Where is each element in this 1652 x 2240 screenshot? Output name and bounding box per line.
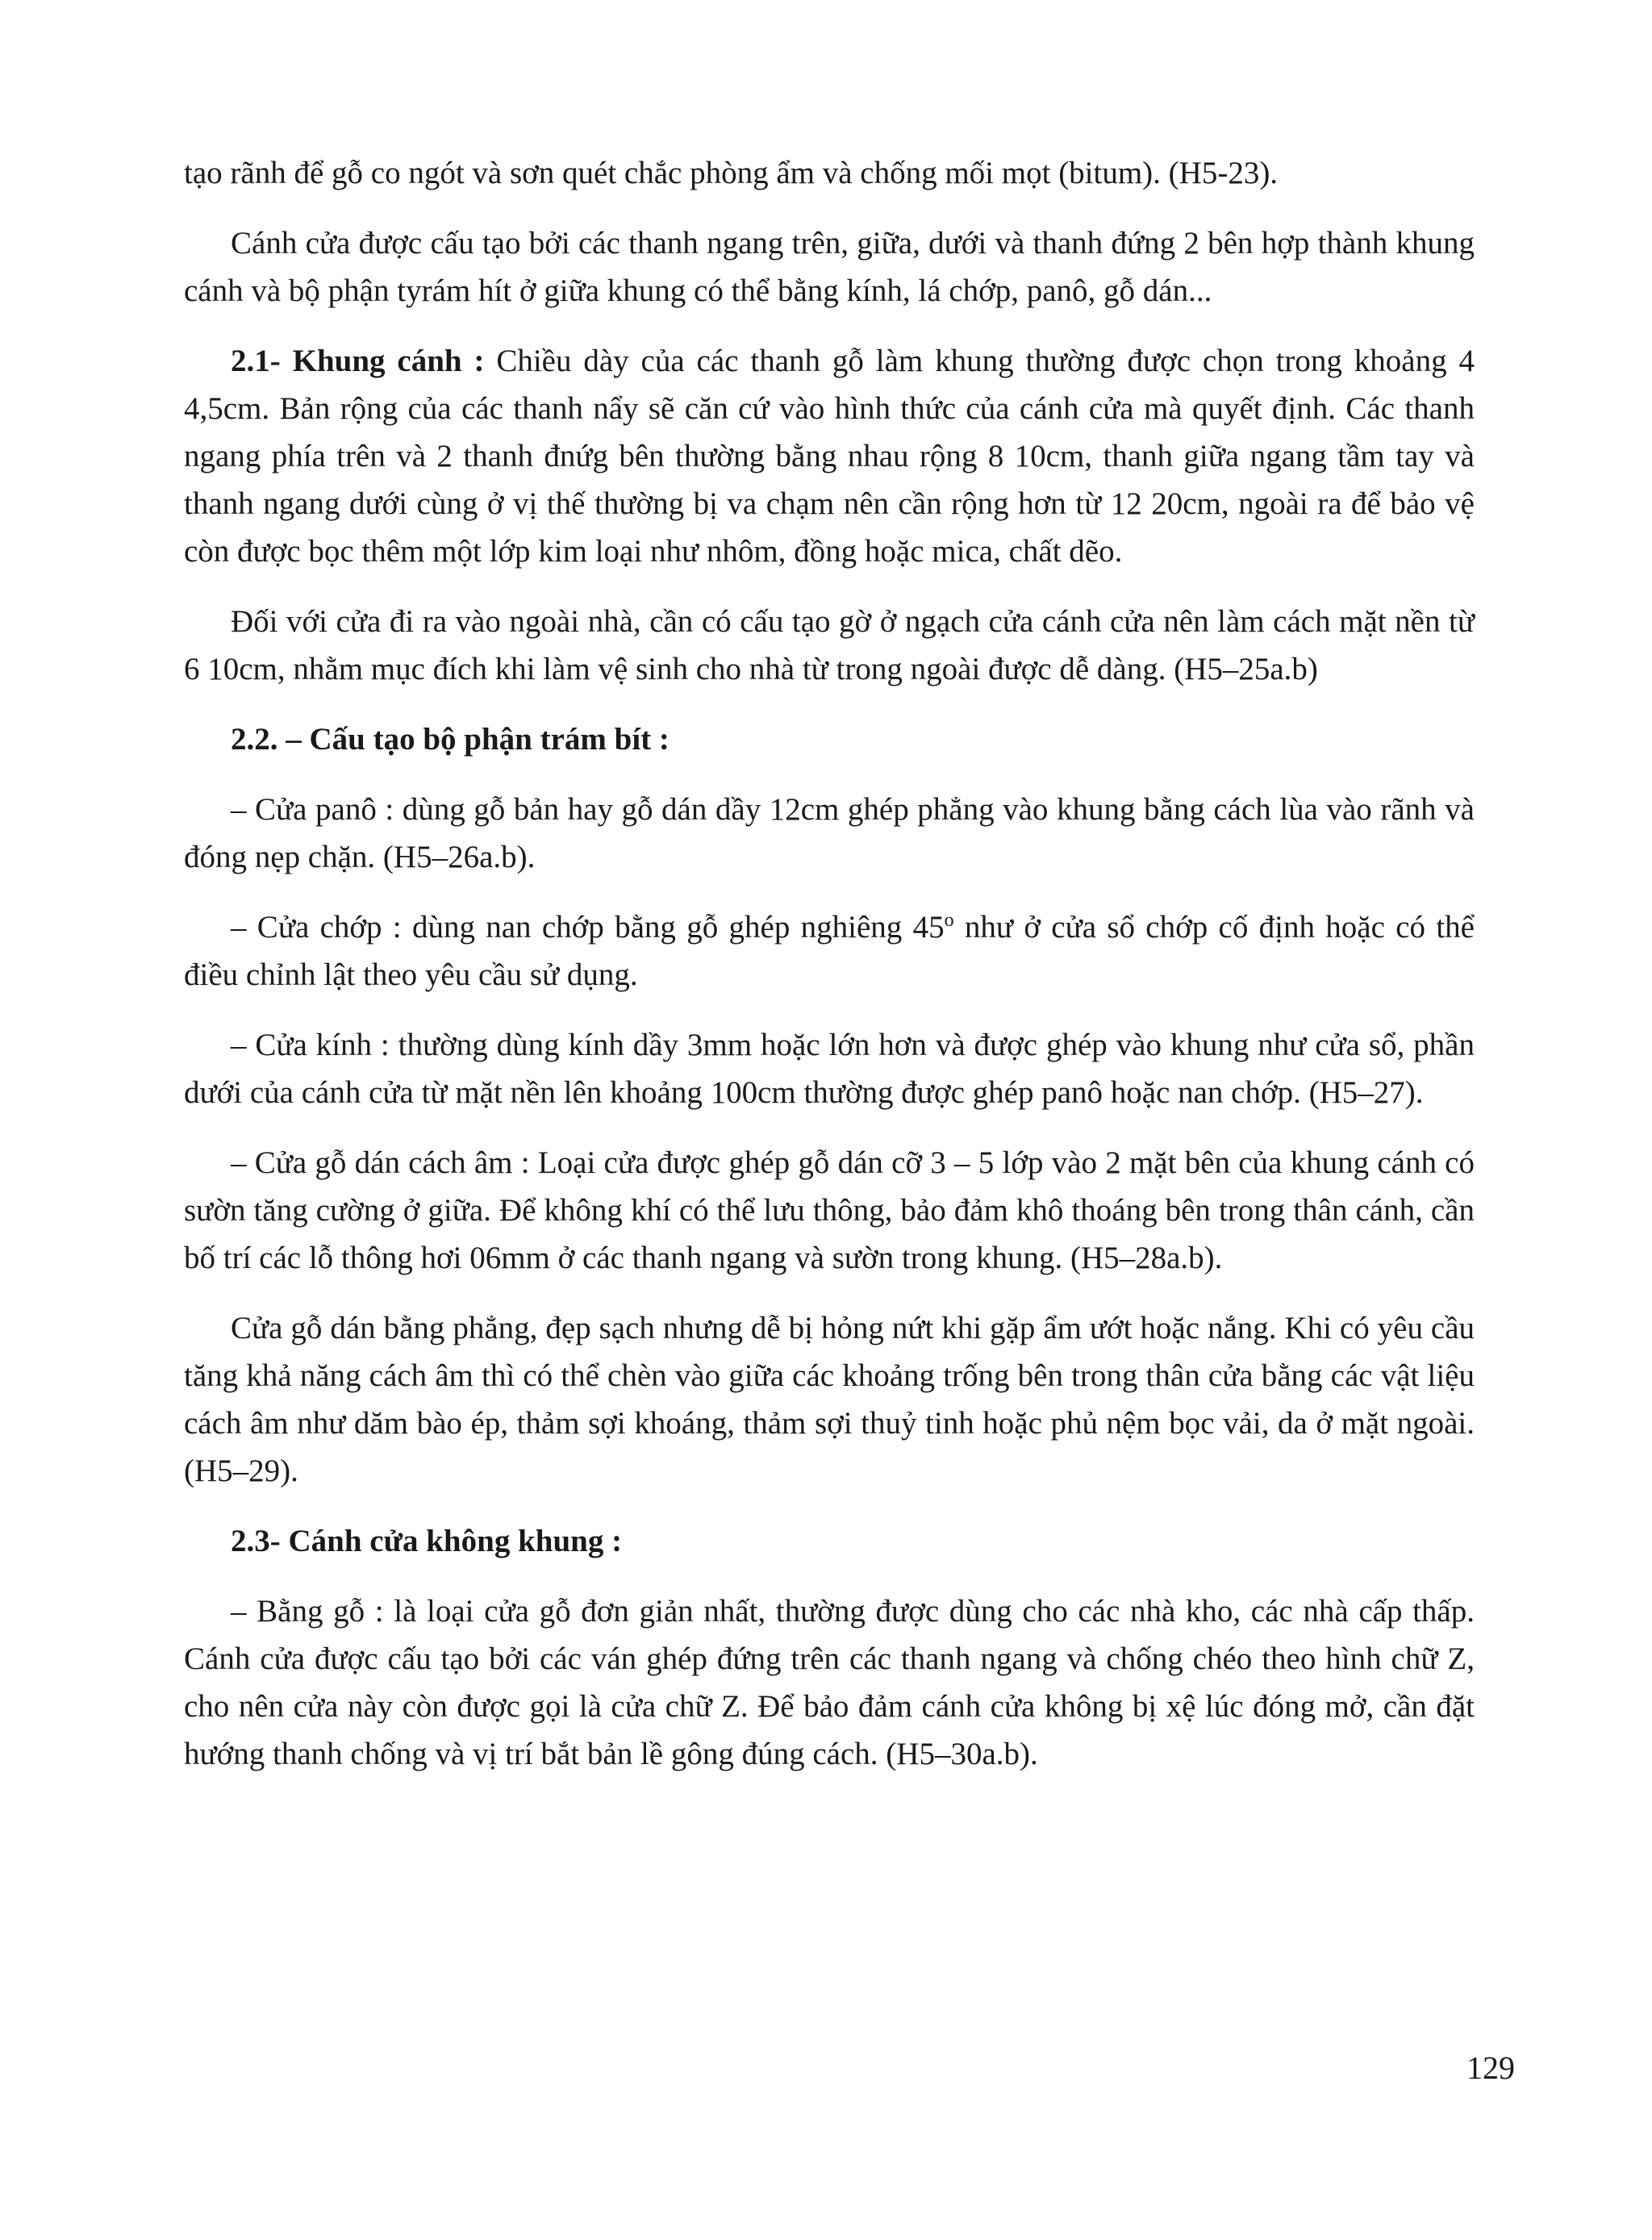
paragraph-go-dan: [184, 1139, 1475, 1282]
paragraph-chop-text-before: – Cửa chớp : dùng nan chớp bằng gỗ ghép nghiêng 45: [231, 910, 945, 945]
paragraph-4: [184, 598, 1475, 693]
paragraph-2-text: Cánh cửa được cấu tạo bởi các thanh ngang trên, giữa, dưới và thanh đứng 2 bên hợp thành khung cánh và bộ phận tyrám hít ở giữa khung có thể bằng kính, lá chớp, panô, gỗ dán...: [184, 226, 1475, 308]
paragraph-go-dan-2-text: Cửa gỗ dán bằng phẳng, đẹp sạch nhưng dễ bị hỏng nứt khi gặp ẩm ướt hoặc nắng. Khi có yêu cầu tăng khả năng cách âm thì có thể chèn vào giữa các khoảng trống bên trong thân cửa bằng các vật liệu cách âm như dăm bào ép, thảm sợi khoáng, thảm sợi thuỷ tinh hoặc phủ nệm bọc vải, da ở mặt ngoài. (H5–29).: [184, 1311, 1475, 1488]
paragraph-bang-go-text: – Bằng gỗ : là loại cửa gỗ đơn giản nhất, thường được dùng cho các nhà kho, các nhà cấp thấp. Cánh cửa được cấu tạo bởi các ván ghép đứng trên các thanh ngang và chống chéo theo hình chữ Z, cho nên cửa này còn được gọi là cửa chữ Z. Để bảo đảm cánh cửa không bị xệ lúc đóng mở, cần đặt hướng thanh chống và vị trí bắt bản lề gông đúng cách. (H5–30a.b).: [184, 1594, 1475, 1771]
paragraph-chop: [184, 903, 1475, 999]
page-number: 129: [1466, 2050, 1515, 2086]
paragraph-chop-text-after: như ở cửa sổ chớp cố định hoặc có thể điều chỉnh lật theo yêu cầu sử dụng.: [184, 910, 1475, 992]
paragraph-2: [184, 219, 1475, 315]
paragraph-pano-text: – Cửa panô : dùng gỗ bản hay gỗ dán dầy 12cm ghép phẳng vào khung bằng cách lùa vào rãnh và đóng nẹp chặn. (H5–26a.b).: [184, 792, 1475, 874]
section-2-1: [184, 337, 1475, 575]
section-2-1-heading: 2.1- Khung cánh :: [231, 344, 485, 378]
paragraph-4-text: Đối với cửa đi ra vào ngoài nhà, cần có cấu tạo gờ ở ngạch cửa cánh cửa nên làm cách mặt nền từ 6 10cm, nhằm mục đích khi làm vệ sinh cho nhà từ trong ngoài được dễ dàng. (H5–25a.b): [184, 604, 1475, 686]
paragraph-bang-go: [184, 1587, 1475, 1778]
section-2-1-text: Chiều dày của các thanh gỗ làm khung thường được chọn trong khoảng 4 4,5cm. Bản rộng của các thanh nẩy sẽ căn cứ vào hình thức của cánh cửa mà quyết định. Các thanh ngang phía trên và 2 thanh đnứg bên thường bằng nhau rộng 8 10cm, thanh giữa ngang tầm tay và thanh ngang dưới cùng ở vị thế thường bị va chạm nên cần rộng hơn từ 12 20cm, ngoài ra để bảo vệ còn được bọc thêm một lớp kim loại như nhôm, đồng hoặc mica, chất dẽo.: [184, 344, 1475, 569]
paragraph-go-dan-2: [184, 1304, 1475, 1495]
paragraph-1-text: tạo rãnh để gỗ co ngót và sơn quét chắc phòng ẩm và chống mối mọt (bitum). (H5-23).: [184, 156, 1279, 190]
paragraph-pano: [184, 786, 1475, 881]
paragraph-1: [184, 149, 1475, 197]
degree-superscript: o: [944, 910, 954, 931]
section-2-3-heading: 2.3- Cánh cửa không khung :: [231, 1524, 623, 1558]
body-text: [184, 149, 1475, 1800]
section-2-3: [184, 1517, 1475, 1565]
paragraph-kinh-text: – Cửa kính : thường dùng kính dầy 3mm hoặc lớn hơn và được ghép vào khung như cửa sổ, phần dưới của cánh cửa từ mặt nền lên khoảng 100cm thường được ghép panô hoặc nan chớp. (H5–27).: [184, 1028, 1475, 1110]
section-2-2: [184, 715, 1475, 763]
section-2-2-heading: 2.2. – Cấu tạo bộ phận trám bít :: [231, 722, 670, 757]
paragraph-kinh: [184, 1021, 1475, 1116]
paragraph-go-dan-text: – Cửa gỗ dán cách âm : Loại cửa được ghép gỗ dán cỡ 3 – 5 lớp vào 2 mặt bên của khung cánh có sườn tăng cường ở giữa. Để không khí có thể lưu thông, bảo đảm khô thoáng bên trong thân cánh, cần bố trí các lỗ thông hơi 06mm ở các thanh ngang và sườn trong khung. (H5–28a.b).: [184, 1145, 1475, 1275]
